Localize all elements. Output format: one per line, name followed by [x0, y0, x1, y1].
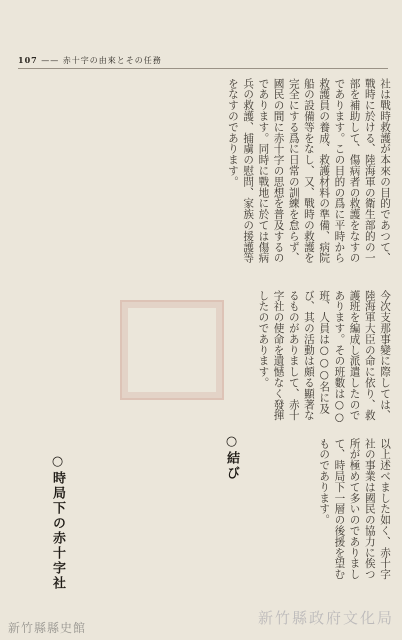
section-title-jikyoku: ○時局下の赤十字社: [50, 454, 65, 591]
watermark-county-history-hall: 新竹縣縣史館: [8, 621, 87, 635]
page-number: 107: [18, 55, 38, 65]
watermark-culture-bureau: 新竹縣政府文化局: [257, 609, 394, 627]
text-block-lower: 以上述べました如く、赤十字社の事業は國民の協力に俟つ所が極めて多いのでありまして、時局下一層の後援を望むものであります。: [318, 438, 391, 580]
section-title-musubi: ○結び: [224, 434, 239, 481]
page-header: [18, 55, 388, 69]
text-block-middle: 今次支那事變に際しては、陸海軍大臣の命に依り、救護班を編成し派遣したのであります。その班數は○○班、人員は○○○名に及び、其の活動は頗る顯著なるものがありまして、赤十字社の使命を遺憾なく發揮したのであります。: [257, 290, 391, 424]
faded-seal-stamp: [120, 300, 224, 400]
text-block-upper: 社は戰時救護が本來の目的であつて、戰時に於ける、陸海軍の衛生部的の一部を補助して、傷病者の救護をなすのであります。この目的の爲に平時から救護員の養成、救護材料の準備、病院船の設備等をなし、又、戰時の救護を完全にする爲に日常の訓練を怠らず、國民の間に赤十字の思想を普及するのであります。同時に戰地に於ては傷病兵の救護、捕虜の慰問、家族の援護等をなすのであります。: [226, 78, 391, 264]
header-dash: ——: [41, 56, 60, 65]
running-title: 赤十字の由來とその任務: [62, 56, 162, 65]
